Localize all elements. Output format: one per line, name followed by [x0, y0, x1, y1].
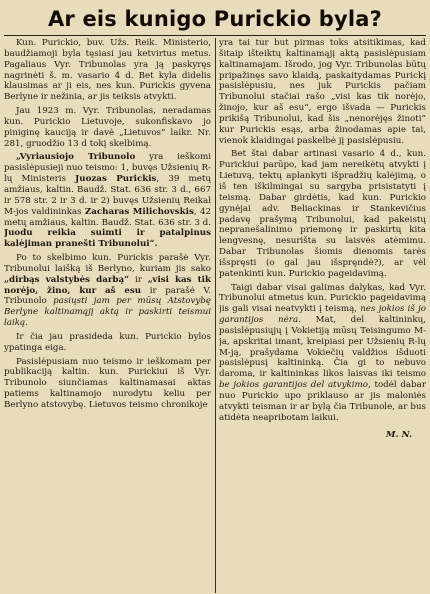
column-divider [215, 38, 216, 593]
author-signature: M. N. [385, 429, 412, 440]
left-column [4, 38, 211, 593]
notice-text: , 42 metų amžiaus, kaltin. Baudž. Stat. 636 str. 3 d. [4, 206, 211, 228]
text: Mat, del kaltininkų, pasislėpusiųjų į Vokietiją mūsų Teisingumo M-ja, apskritai imant, kreipiasi per Užsienių R-lų M-ją, prašydama Vokiečių valdžios išduoti pasislėpusį kaltininką. Čia gi to nebuvo daroma, ir kaltininkas likos laisvas iki teismo [219, 315, 426, 380]
right-column [219, 38, 426, 593]
text: ir parašė V. Tribunolo [4, 285, 211, 307]
paragraph: Jau 1923 m. Vyr. Tribunolas, neradamas kun. Purickio Lietuvoje, sukonfiskavo jo piniginę kauciją ir davė „Lietuvos“ laikr. Nr. 281, gruodžio 13 d tokį skelbimą. [4, 106, 211, 149]
paragraph [4, 253, 211, 329]
paragraph: Kun. Purickio, buv. Užs. Reik. Ministerio, baudžiamoji byla tęsiasi jau ketvirtus metus. Pagaliaus Vyr. Tribunolas yra ją paskyręs nagrinėti š. m. vasario 4 d. Bet kyla didelis klausimas ar ji eis, nes kun. Purickis gyvena Berlyne ir nežinia, ar jis teiksis atvykti. [4, 38, 211, 103]
paragraph: Ir čia jau prasideda kun. Purickio bylos ypatinga eiga. [4, 331, 211, 353]
text: Po to skelbimo kun. Purickis parašė Vyr. Tribunolui laišką iš Berlyno, kuriam jis sako [4, 253, 211, 274]
paragraph: Bet štai dabar artinasi vasario 4 d., kun. Purickiui parūpo, kad jam nereikėtų atvykti į Lietuvą, tektų aplankyti išpradžių kalėjimą, o iš ten iškilmingai su sargyba prisistatyti į teismą. Dabar girdėtis, kad kun. Purickio gynėjai adv. Beliackinas ir Stankevičius padavę prašymą Tribunolui, kad pakeistų nepranešalinimo priemonę ir paskirtų kita lengvesnę, nesurišta su laisvės atėmimu. Dabar Tribunolas šiomis dienomis tarės išspręsti (o gal jau išspręndė?), ar vėl patenkinti kun. Purickio pageidavimą. [219, 149, 426, 279]
quote-italic: pasiųsti jam per mūsų Atstovybę Berlyne kaltinamąjį aktą ir paskirti teismui laiką. [4, 296, 211, 329]
notice-text: yra ieškomi pasislėpusieji nuo teismo: 1, buvęs Užsienių R-lų Ministeris [4, 152, 211, 185]
text: Taigi dabar visai galimas dalykas, kad Vyr. Tribunolui atmetus kun. Purickio pageidavimą jis gali visai neatvykti į teismą, [219, 282, 426, 315]
emphasis: be jokios garantijos del atvykimo [219, 380, 368, 391]
headline-rule [4, 35, 426, 36]
notice-text: , 39 metų amžiaus, kaltin. Baudž. Stat. 636 str. 3 d., 667 ir 578 str. 2 ir 3 d. ir 2) buvęs Užsienių Reikal M-jos valdininkas [4, 174, 211, 217]
paragraph: Pasislėpusiam nuo teismo ir ieškomam per publikaciją kaltin. kun. Purickiui iš Vyr. Tribunolo siunčiamas kaltinamasai aktas patiems kaltinamojo nurodytu keliu per Berlyno atstovybę. Lietuvos teismo chronikoje [4, 356, 211, 410]
notice-order: Juodu reikia suimti ir patalpinus kalėjiman pranešti Tribunolui“. [4, 228, 211, 250]
quoted-notice [4, 152, 211, 250]
person-name: Juozas Purickis [75, 174, 157, 185]
text: ir [129, 274, 148, 285]
quote-bold: „dirbąs valstybės darbą“ [4, 274, 130, 285]
article-columns [4, 38, 426, 593]
paragraph [219, 283, 426, 424]
paragraph: yra tai tur but pirmas toks atsitikimas, kad šitaip išteiktų kaltinamąjį aktą pasislėpusiam kaltinamajam. Išrodo, jog Vyr. Tribunolas būtų pripažinęs savo klaidą, paskaitydamas Purickį pasislėpusiu, nes juk Purickis pačiam Tribunolui stačiai rašo „visi kas tik norėjo, žinojo, kur aš esu“, ergo išvada — Purickis prikišą Tribunolui, kad šis „nenorėjęs žinoti“ kur Purickis esąs, arba žinodamas apie tai, vienok klaidingai paskelbė jį pasislėpusiu. [219, 38, 426, 146]
notice-lead: „Vyriausiojo Tribunolo [16, 152, 136, 163]
emphasis: nes jokios iš jo garantijos nėra. [219, 304, 426, 326]
quote-bold: „visi kas tik norėjo, žino, kur aš esu [4, 274, 211, 296]
text: , todėl dabar nuo Purickio upo priklauso ar jis maloniės atvykti teisman ir ar bylą čia Tribunole, ar bus atidėta neapribotam laikui. [219, 380, 426, 423]
person-name: Zacharas Milichovskis [84, 206, 194, 217]
article-headline: Ar eis kunigo Purickio byla? [47, 7, 383, 31]
